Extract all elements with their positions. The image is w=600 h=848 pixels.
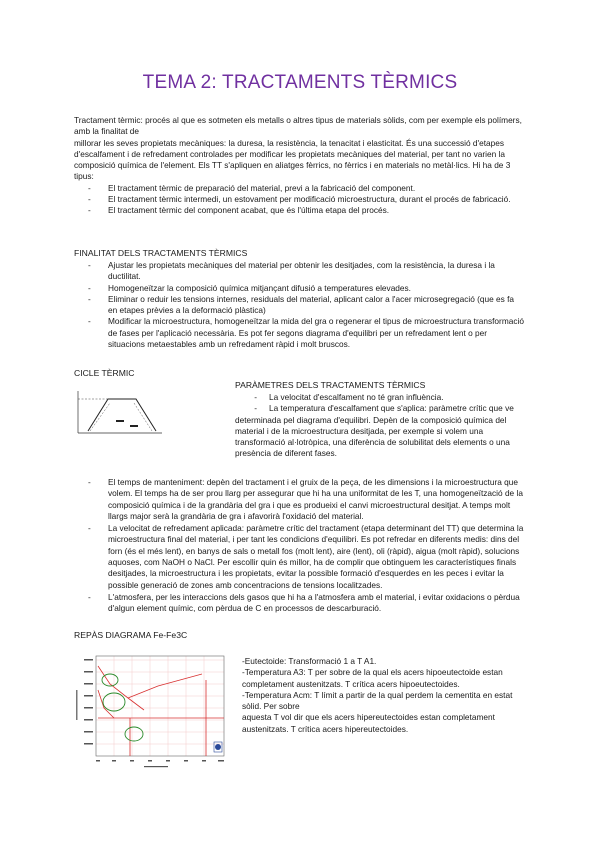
- parameters-continued: [88, 477, 524, 615]
- list-item: - El tractament tèrmic intermedi, un estovament per modificació microestructura, durant el procés de fabricació.: [88, 194, 511, 205]
- params-section: [235, 392, 525, 460]
- finalitat-section: [88, 260, 524, 350]
- intro-paragraph-2: millorar les seves propietats mecàniques: la duresa, la resistència, la tenacitat i elasticitat. És una successió d'etapes d'escalfament i de refredament controlades per modificar les propietats mecàniques del material, per tant no varien la composició química de l'element. Els TT s'apliquen en aliatges fèrrics, no fèrrics i en materials no metàl·lics. Hi ha de 3 tipus:: [74, 137, 511, 182]
- finalitat-list: [88, 260, 524, 350]
- list-item: - El temps de manteniment: depèn del tractament i el gruix de la peça, de les dimensions i la microestructura que volem. El temps ha de ser prou llarg per assegurar que hi ha una uniformitat de les T, una homogeneïtzació de la composició química i de la grandària del gra i que es produeixi el canvi microestructural desitjat. A temps molt llargs major serà la grandària de gra i afavorirà l'oxidació del material.: [88, 477, 523, 521]
- param-item-2: - La temperatura d'escalfament que s'aplica: paràmetre crític que ve determinada pel diagrama d'equilibri. Depèn de la composició química del material i de la microestructura desitjada, per exemple si volem una transformació al·lotròpica, una diferència de solubilitat dels elements o una presència de diferent fases.: [235, 403, 514, 459]
- list-item: - La velocitat de refredament aplicada: paràmetre crític del tractament (etapa determinant del TT) que determina la microestructura final del material, i per tant les condicions d'equilibri. Es pot refredar en diferents medis: dins del forn (és el més lent), en banys de sals o metall fos (molt lent), aire (lent), oli (ràpid), aigua (molt ràpid), solucions aquoses, com NaOH o NaCl. Per escollir quin és millor, ha de complir que obtinguem les característiques finals desitjades, la microestructura i les propietats, evitar la possible formació d'esquerdes en les peces i evitar la possible generació de zones amb concentracions de tensions localitzades.: [88, 523, 524, 590]
- cycle-guide-2: [90, 403, 110, 431]
- cycle-mark: [130, 425, 138, 427]
- list-item: - Eliminar o reduir les tensions internes, residuals del material, aplicant calor a l'acer microsegregació (que es fa en etapes prèvies a la deformació plàstica): [88, 293, 515, 316]
- intro-paragraph-1: Tractament tèrmic: procés al que es sotmeten els metalls o altres tipus de materials sòlids, com per exemple els polímers, amb la finalitat de: [74, 115, 522, 137]
- param-item-1: - La velocitat d'escalfament no té gran influència.: [254, 392, 444, 402]
- list-item: - Modificar la microestructura, homogeneïtzar la mida del gra o regenerar el tipus de microestructura transformació de fases per l'aplicació necessària. Es pot fer segons diagrama d'equilibri per un refredament lent o per situacions metaestables amb un refredament ràpid i molt bruscos.: [88, 316, 524, 350]
- repas-line-1: -Eutectoide: Transformació 1 a T A1.: [242, 656, 377, 666]
- diagram-bg: [74, 650, 234, 772]
- list-item: - El tractament tèrmic del component acabat, que és l'última etapa del procés.: [88, 205, 390, 216]
- thermal-cycle-diagram: [74, 389, 164, 435]
- fe-fe3c-diagram: [74, 650, 234, 772]
- y-axis-label-mark: [76, 690, 78, 720]
- repas-heading: REPÀS DIAGRAMA Fe-Fe3C: [74, 630, 188, 640]
- cycle-mark: [116, 420, 124, 422]
- params-heading: PARÀMETRES DELS TRACTAMENTS TÈRMICS: [235, 380, 426, 390]
- cicle-heading: CICLE TÈRMIC: [74, 368, 135, 378]
- diagram-marker: [215, 744, 221, 750]
- list-item: - El tractament tèrmic de preparació del material, previ a la fabricació del component.: [88, 182, 416, 193]
- repas-line-2: -Temperatura A3: T per sobre de la qual els acers hipoeutectoide estan completament austenitzats. T crítica acers hipoeutectoides.: [242, 667, 503, 689]
- treatment-types-list: [88, 182, 524, 217]
- parameters-list: [88, 477, 524, 615]
- finalitat-heading: FINALITAT DELS TRACTAMENTS TÈRMICS: [74, 248, 248, 258]
- list-item: - Homogeneïtzar la composició química mitjançant difusió a temperatures elevades.: [88, 282, 411, 293]
- list-item: - Ajustar les propietats mecàniques del material per obtenir les desitjades, com la resistència, la duresa i la ductilitat.: [88, 260, 495, 282]
- cycle-curve: [88, 399, 156, 431]
- repas-line-3: -Temperatura Acm: T límit a partir de la qual perdem la cementita en estat sòlid. Per sobre: [242, 689, 513, 712]
- intro-section: [74, 115, 524, 217]
- page-title: TEMA 2: TRACTAMENTS TÈRMICS: [142, 72, 458, 93]
- list-item: - L'atmosfera, per les interaccions dels gasos que hi ha a l'atmosfera amb el material, i evitar oxidacions o pèrdua d'algun element químic, com pèrdua de C en processos de descarburació.: [88, 591, 520, 614]
- repas-line-4: aquesta T vol dir que els acers hipereutectoides estan completament austenitzats. T crítica acers hipereutectoides.: [242, 712, 495, 734]
- repas-notes: [242, 656, 524, 735]
